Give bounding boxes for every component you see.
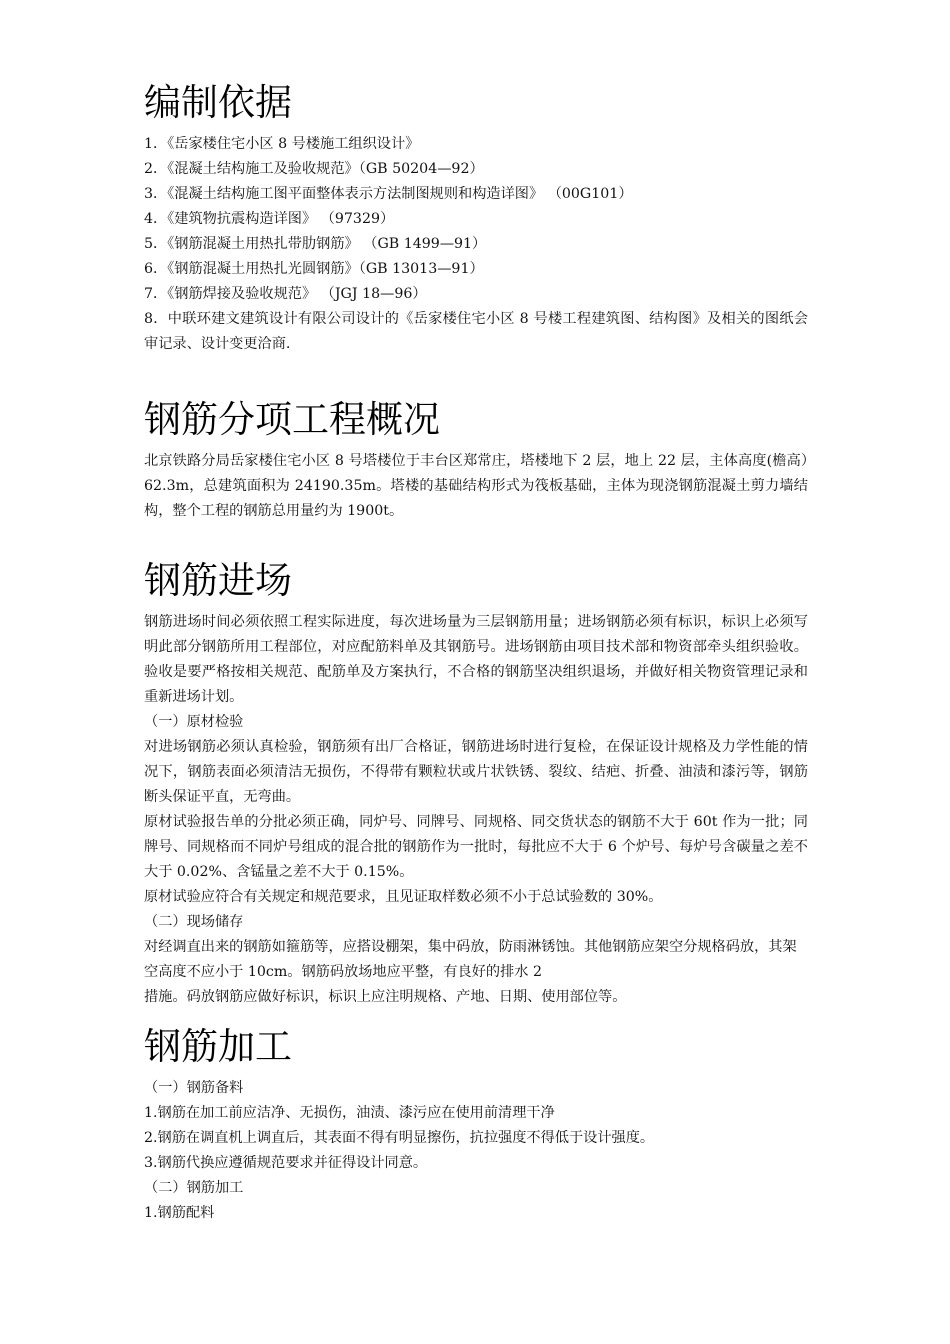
- basis-item: 8．中联环建文建筑设计有限公司设计的《岳家楼住宅小区 8 号楼工程建筑图、结构图》及相关的图纸会审记录、设计变更洽商.: [144, 311, 808, 352]
- section-heading-arrival: 钢筋进场: [144, 559, 292, 602]
- section-heading-overview: 钢筋分项工程概况: [144, 398, 440, 441]
- subheading-rebar-processing: （二）钢筋加工: [144, 1180, 244, 1196]
- subheading-raw-material-inspection: （一）原材检验: [144, 714, 244, 730]
- inspection-paragraph: 原材试验报告单的分批必须正确，同炉号、同牌号、同规格、同交货状态的钢筋不大于 60t 作为一批；同牌号、同规格而不同炉号组成的混合批的钢筋作为一批时，每批应不大于 6 个炉号、每炉号含碳量之差不大于 0.02%、含锰量之差不大于 0.15%。: [144, 814, 808, 880]
- storage-paragraph: 措施。码放钢筋应做好标识，标识上应注明规格、产地、日期、使用部位等。: [144, 989, 627, 1005]
- document-page: [144, 76, 808, 1226]
- subheading-material-preparation: （一）钢筋备料: [144, 1080, 244, 1096]
- processing-item: 1.钢筋在加工前应洁净、无损伤，油渍、漆污应在使用前清理干净: [144, 1105, 555, 1121]
- basis-item: 4．《建筑物抗震构造详图》 （97329）: [144, 211, 395, 227]
- overview-paragraph: 北京铁路分局岳家楼住宅小区 8 号塔楼位于丰台区郑常庄，塔楼地下 2 层，地上 22 层，主体高度(檐高）62.3m，总建筑面积为 24190.35m。塔楼的基础结构形式为筏板基础，主体为现浇钢筋混凝土剪力墙结构，整个工程的钢筋总用量约为 1900t。: [144, 453, 808, 519]
- inspection-paragraph: 原材试验应符合有关规定和规范要求，且见证取样数必须不小于总试验数的 30%。: [144, 889, 663, 905]
- storage-paragraph: 对经调直出来的钢筋如箍筋等，应搭设棚架，集中码放，防雨淋锈蚀。其他钢筋应架空分规格码放，其架空高度不应小于 10cm。钢筋码放场地应平整，有良好的排水 2: [144, 939, 797, 980]
- basis-item: 3．《混凝土结构施工图平面整体表示方法制图规则和构造详图》 （00G101）: [144, 186, 633, 202]
- section-heading-basis: 编制依据: [144, 81, 292, 124]
- processing-item: 3.钢筋代换应遵循规范要求并征得设计同意。: [144, 1155, 428, 1171]
- processing-item: 2.钢筋在调直机上调直后，其表面不得有明显擦伤，抗拉强度不得低于设计强度。: [144, 1130, 655, 1146]
- basis-item: 2．《混凝土结构施工及验收规范》（GB 50204—92）: [144, 161, 484, 177]
- basis-item: 5．《钢筋混凝土用热扎带肋钢筋》 （GB 1499—91）: [144, 236, 487, 252]
- section-heading-processing: 钢筋加工: [144, 1025, 292, 1068]
- processing-item: 1.钢筋配料: [144, 1205, 215, 1221]
- basis-item: 7．《钢筋焊接及验收规范》 （JGJ 18—96）: [144, 286, 427, 302]
- inspection-paragraph: 对进场钢筋必须认真检验，钢筋须有出厂合格证，钢筋进场时进行复检，在保证设计规格及力学性能的情况下，钢筋表面必须清洁无损伤，不得带有颗粒状或片状铁锈、裂纹、结疤、折叠、油渍和漆污等，钢筋断头保证平直，无弯曲。: [144, 739, 808, 805]
- arrival-intro: 钢筋进场时间必须依照工程实际进度，每次进场量为三层钢筋用量；进场钢筋必须有标识，标识上必须写明此部分钢筋所用工程部位，对应配筋料单及其钢筋号。进场钢筋由项目技术部和物资部牵头组织验收。验收是要严格按相关规范、配筋单及方案执行，不合格的钢筋坚决组织退场，并做好相关物资管理记录和重新进场计划。: [144, 614, 808, 705]
- basis-item: 6．《钢筋混凝土用热扎光圆钢筋》（GB 13013—91）: [144, 261, 484, 277]
- subheading-site-storage: （二）现场储存: [144, 914, 244, 930]
- basis-item: 1．《岳家楼住宅小区 8 号楼施工组织设计》: [144, 136, 420, 152]
